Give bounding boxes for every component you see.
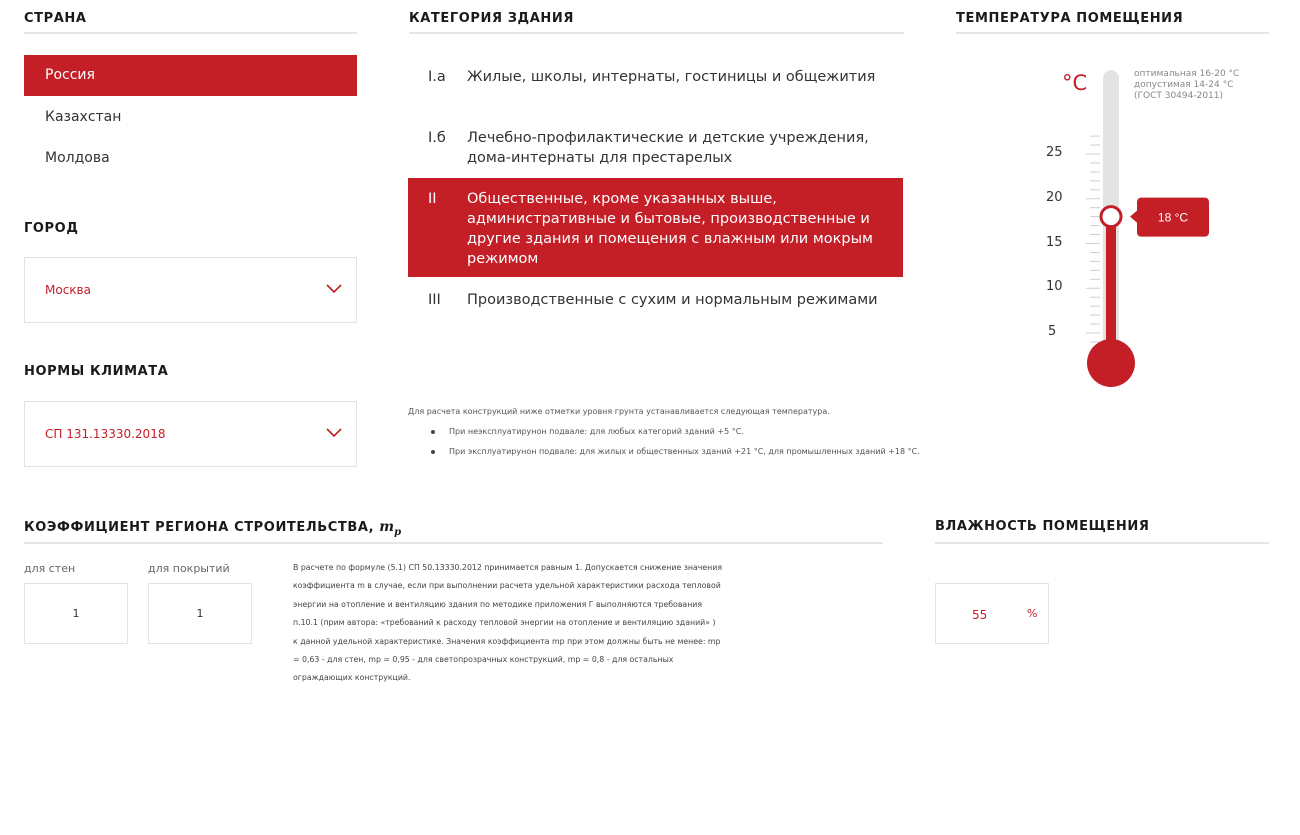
symbol-main: m [379,519,395,535]
bullet-icon [431,450,435,454]
divider [409,32,904,34]
legend-standard: (ГОСТ 30494-2011) [1134,91,1224,101]
description-line: В расчете по формуле (5.1) СП 50.13330.2012 принимается равным 1. Допускается снижение значения [293,563,723,572]
temperature-handle[interactable] [1101,207,1121,227]
temperature-value: 18 °С [1157,210,1189,225]
chevron-down-icon [326,284,342,294]
basement-note-item: При эксплуатирунон подвале: для жилых и общественных зданий +21 °С, для промышленных зданий +18 °С. [449,447,920,456]
category-item-1b[interactable] [408,128,903,170]
description-line: ограждающих конструкций. [293,673,411,683]
divider [24,542,883,544]
country-title: СТРАНА [24,11,87,26]
climate-title: НОРМЫ КЛИМАТА [24,364,169,379]
chevron-down-icon [326,428,342,438]
category-item-2[interactable] [408,178,903,277]
symbol-sub: р [394,526,402,538]
thermometer-slider[interactable] [1040,60,1240,400]
bullet-icon [431,430,435,434]
basement-note: Для расчета конструкций ниже отметки уровня грунта устанавливается следующая температура. [408,407,830,416]
tick-label: 15 [1046,234,1063,250]
legend-optimal: оптимальная 16-20 °С [1134,69,1240,79]
category-code: I.а [428,69,446,85]
country-item-kazakhstan[interactable]: Казахстан [45,109,122,125]
climate-select[interactable] [24,401,357,467]
humidity-value: 55 [972,608,988,622]
humidity-title: ВЛАЖНОСТЬ ПОМЕЩЕНИЯ [935,519,1150,534]
category-code: II [428,191,437,207]
divider [935,542,1269,544]
category-text: Общественные, кроме указанных выше, административные и бытовые, производственные и другие здания и помещения с влажным или мокрым режимом [467,191,873,267]
climate-select-value: СП 131.13330.2018 [45,427,166,441]
category-code: III [428,292,441,308]
legend-allowed: допустимая 14-24 °С [1134,80,1234,90]
divider [956,32,1269,34]
country-item-russia[interactable]: Россия [24,55,357,96]
country-item-moldova[interactable]: Молдова [45,150,110,166]
walls-coefficient-input[interactable]: 1 [24,583,128,644]
temperature-unit: °С [1062,71,1088,95]
description-line: к данной удельной характеристике. Значения коэффициента mр при этом должны быть не менее: mр [293,636,721,646]
tick-label: 25 [1046,145,1063,160]
basement-note-item: При неэксплуатирунон подвале: для любых категорий зданий +5 °С. [449,427,744,436]
category-text: Лечебно-профилактические и детские учреждения, дома-интернаты для престарелых [467,130,869,166]
city-select-value: Москва [45,283,91,297]
tick-label: 10 [1046,279,1063,295]
walls-label: для стен [24,562,76,575]
temperature-title: ТЕМПЕРАТУРА ПОМЕЩЕНИЯ [956,11,1184,26]
category-text: Производственные с сухим и нормальным режимами [467,292,878,308]
description-line: = 0,63 - для стен, mр = 0,95 - для светопрозрачных конструкций, mр = 0,8 - для остальных [293,655,674,665]
divider [24,32,357,34]
humidity-input[interactable] [935,583,1049,644]
category-item-1a[interactable] [408,67,903,109]
region-symbol [379,519,402,538]
thermometer-bulb [1087,339,1135,387]
temperature-value-tag [1130,198,1209,237]
region-description [293,559,893,688]
roofs-coefficient-input[interactable]: 1 [148,583,252,644]
roofs-label: для покрытий [148,562,230,575]
building-category-title: КАТЕГОРИЯ ЗДАНИЯ [409,11,574,26]
tick-label: 5 [1048,324,1057,339]
category-code: I.б [428,130,446,146]
city-title: ГОРОД [24,221,79,236]
region-coefficient-title [24,519,401,538]
description-line: коэффициента m в случае, если при выполнении расчета удельной характеристики расхода тепловой [293,581,721,591]
thermometer-scale [1086,136,1100,342]
tick-label: 20 [1046,189,1063,205]
description-line: п.10.1 (прим автора: «требований к расходу тепловой энергии на отопление и вентиляцию зданий» ) [293,618,716,628]
humidity-unit: % [1027,607,1038,620]
description-line: энергии на отопление и вентиляцию здания по методике приложения Г выполняются требования [293,599,703,609]
tag-arrow-icon [1130,211,1137,223]
city-select[interactable] [24,257,357,323]
category-text: Жилые, школы, интернаты, гостиницы и общежития [467,69,876,85]
category-item-3[interactable] [408,290,903,332]
region-coefficient-label: КОЭФФИЦИЕНТ РЕГИОНА СТРОИТЕЛЬСТВА, [24,520,375,535]
thermometer-level [1106,217,1116,360]
